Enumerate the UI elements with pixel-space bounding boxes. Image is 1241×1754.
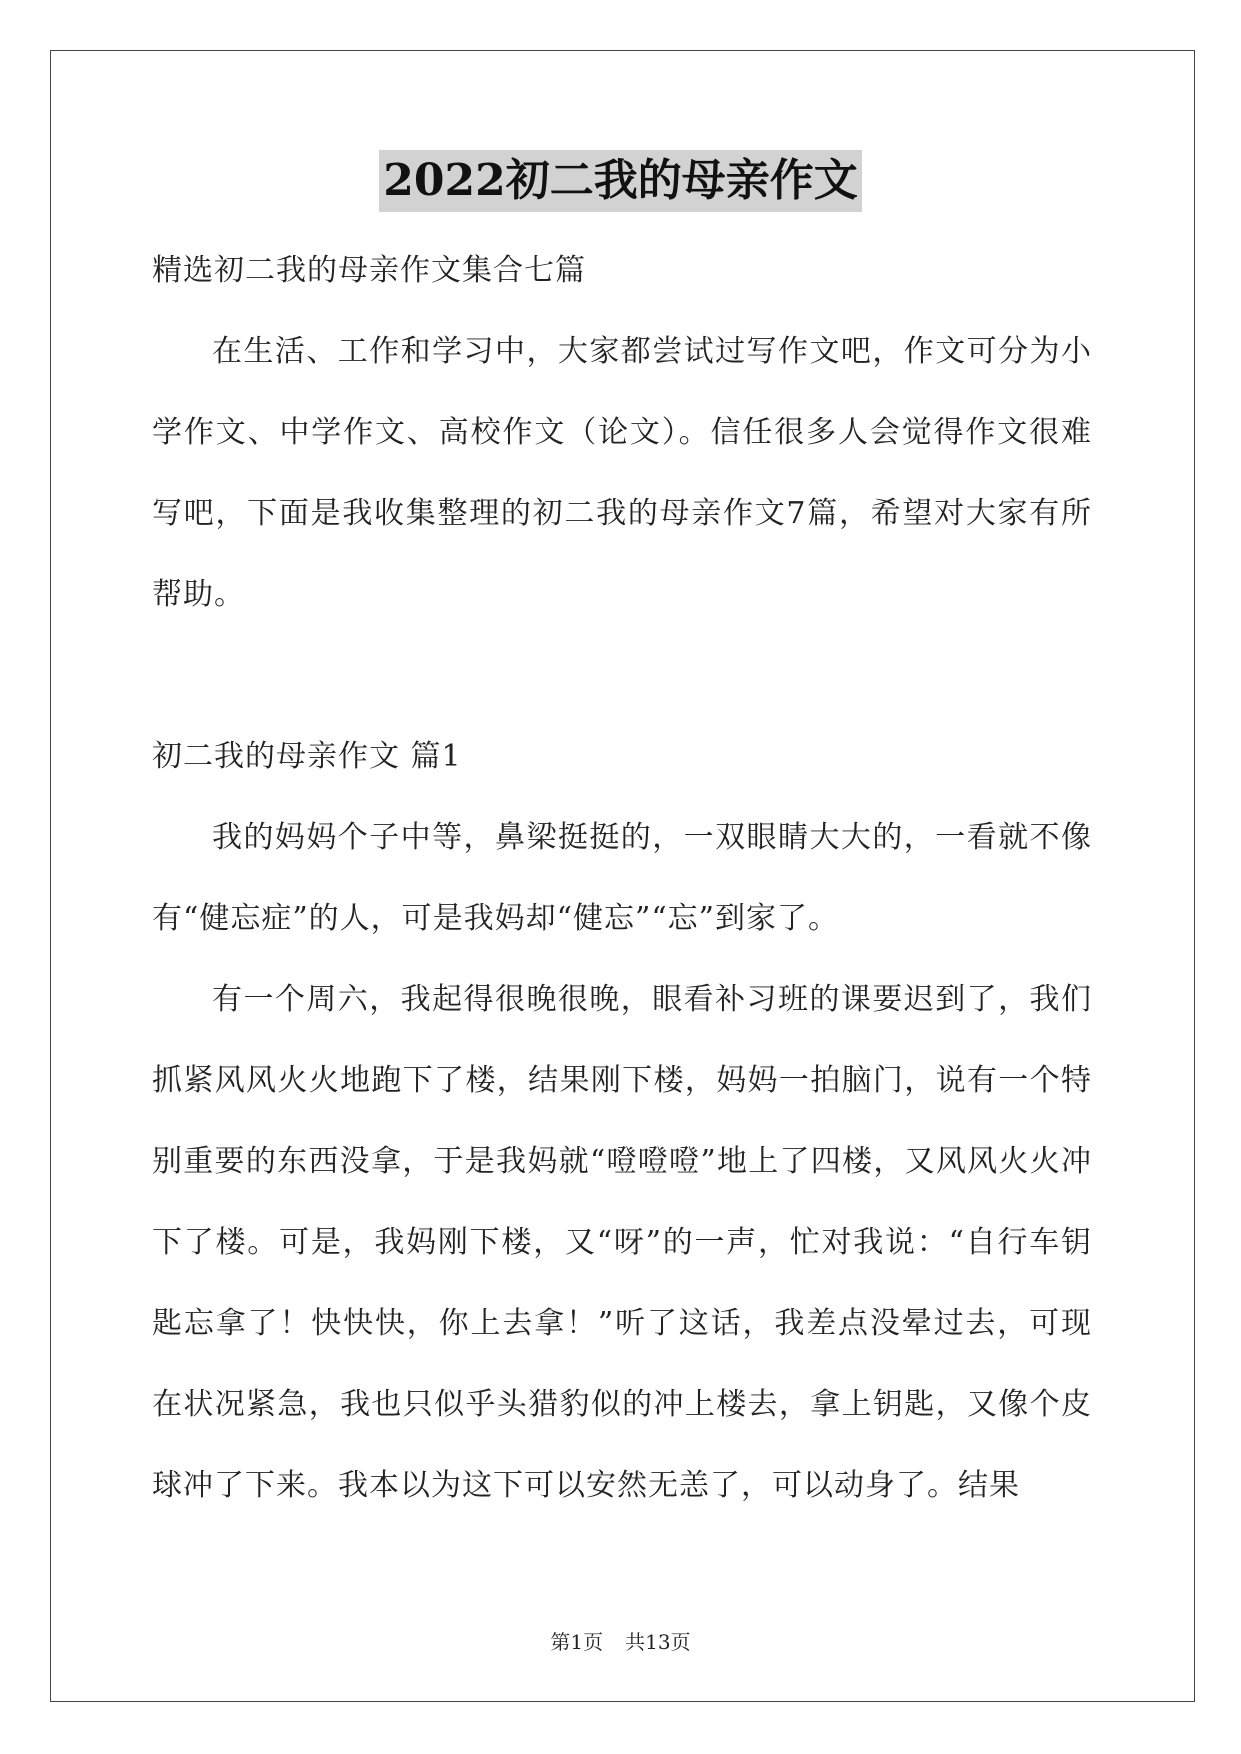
page-total: 共13页	[625, 1630, 691, 1654]
title-wrap	[0, 150, 1241, 212]
document-subtitle: 精选初二我的母亲作文集合七篇	[152, 253, 586, 288]
document-title: 2022初二我的母亲作文	[379, 150, 861, 212]
section-heading: 初二我的母亲作文 篇1	[152, 739, 462, 774]
document-body	[152, 230, 1092, 1526]
body-paragraph-2: 有一个周六，我起得很晚很晚，眼看补习班的课要迟到了，我们抓紧风风火火地跑下了楼，结果刚下楼，妈妈一拍脑门，说有一个特别重要的东西没拿，于是我妈就“噔噔噔”地上了四楼，又风风火火冲下了楼。可是，我妈刚下楼，又“呀”的一声，忙对我说：“自行车钥匙忘拿了！快快快，你上去拿！”听了这话，我差点没晕过去，可现在状况紧急，我也只似乎头猎豹似的冲上楼去，拿上钥匙，又像个皮球冲了下来。我本以为这下可以安然无恙了，可以动身了。结果	[152, 982, 1092, 1503]
intro-paragraph: 在生活、工作和学习中，大家都尝试过写作文吧，作文可分为小学作文、中学作文、高校作文（论文）。信任很多人会觉得作文很难写吧，下面是我收集整理的初二我的母亲作文7篇，希望对大家有所帮助。	[152, 334, 1092, 612]
page-footer	[0, 1626, 1241, 1655]
body-paragraph-1: 我的妈妈个子中等，鼻梁挺挺的，一双眼睛大大的，一看就不像有“健忘症”的人，可是我妈却“健忘”“忘”到家了。	[152, 820, 1092, 936]
page-number: 第1页	[550, 1630, 604, 1654]
